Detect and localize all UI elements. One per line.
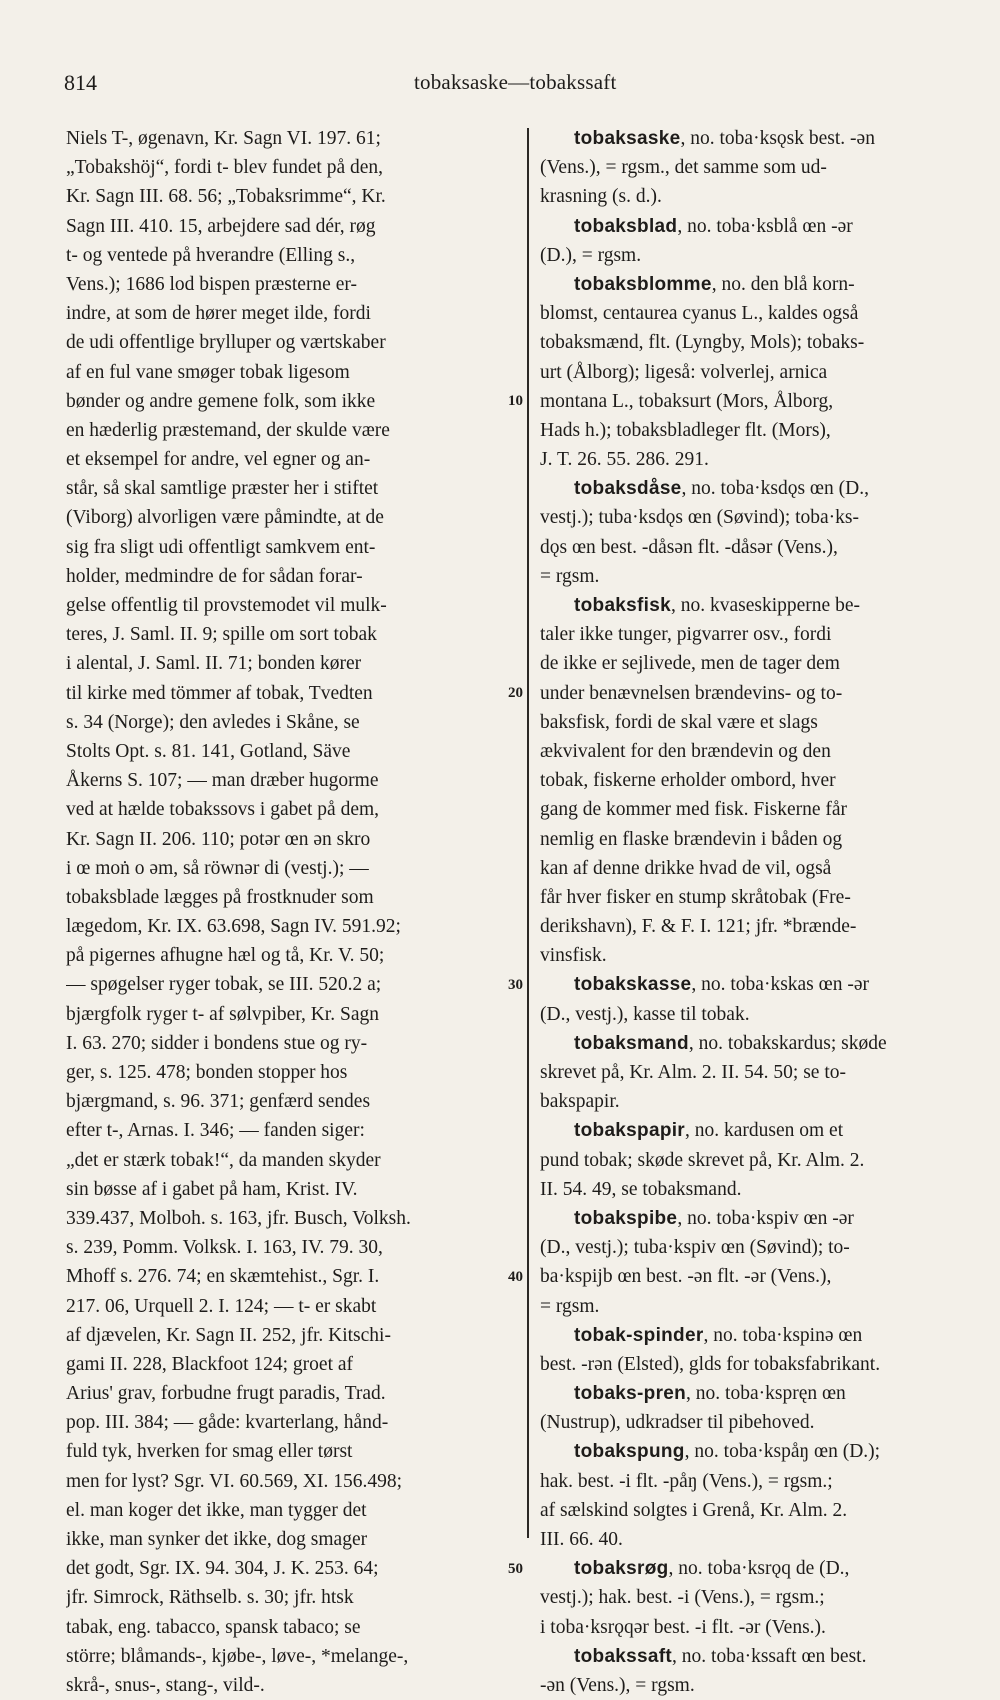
left-column-line: et eksempel for andre, vel egner og an- [66,449,371,471]
left-column-line: en hæderlig præstemand, der skulde være [66,419,390,441]
entry-text: , no. toba·kspinə œn [703,1324,863,1346]
right-column [540,124,992,1700]
left-column-line: ger, s. 125. 478; bonden stopper hos [66,1062,348,1083]
entry-text: , no. toba·ksrǫq de (D., [668,1558,850,1580]
entry-text: (Vens.), = rgsm., det samme som ud- [540,157,827,179]
right-column-line [540,1233,992,1262]
headword: tobaksfisk [574,595,671,616]
entry-text: skrevet på, Kr. Alm. 2. II. 54. 50; se to- [540,1062,846,1083]
left-column-line: holder, medmindre de for sådan forar- [66,565,363,587]
right-column-line [540,1671,992,1700]
entry-headword-line [540,474,992,503]
right-column-line [540,1000,992,1029]
right-column-line [540,679,992,708]
left-column-line: el. man koger det ikke, man tygger det [66,1499,367,1521]
left-column-line: men for lyst? Sgr. VI. 60.569, XI. 156.498; [66,1470,402,1492]
entry-text: , no. toba·kssaft œn best. [672,1645,867,1667]
headword: tobakspibe [574,1207,678,1229]
entry-text: II. 54. 49, se tobaksmand. [540,1178,742,1200]
entry-text: urt (Ålborg); ligeså: volverlej, arnica [540,361,828,383]
entry-text: får hver fisker en stump skråtobak (Fre- [540,886,851,908]
entry-text: krasning (s. d.). [540,186,662,208]
entry-text: (D., vestj.), kasse til tobak. [540,1003,750,1025]
left-column-line: teres, J. Saml. II. 9; spille om sort tobak [66,624,377,646]
entry-headword-line [540,1116,992,1145]
left-column-line: i alental, J. Saml. II. 71; bonden kører [66,653,362,675]
right-column-line [540,737,992,766]
entry-text: J. T. 26. 55. 286. 291. [540,449,709,471]
headword: tobaksaske [574,128,681,149]
right-column-line [540,1292,992,1321]
left-column-line: i œ moṅ o əm, så röwnər di (vestj.); — [66,857,369,879]
right-column-line [540,766,992,795]
left-column-line: efter t-, Arnas. I. 346; — fanden siger: [66,1120,365,1142]
entry-headword-line [540,1204,992,1233]
left-column-line: sin bøsse af i gabet på ham, Krist. IV. [66,1178,358,1200]
entry-text: tobak, fiskerne erholder ombord, hver [540,770,836,792]
entry-text: , no. kardusen om et [685,1120,844,1142]
line-number: 10 [508,392,523,409]
left-column-line: gami II. 228, Blackfoot 124; groet af [66,1353,354,1375]
right-column-line [540,241,992,270]
entry-text: , no. toba·ksdǫs œn (D., [681,478,869,500]
headword: tobakspapir [574,1120,685,1142]
entry-text: -ən (Vens.), = rgsm. [540,1674,695,1696]
entry-text: , no. toba·kspåŋ œn (D.); [684,1441,881,1463]
right-column-line [540,941,992,970]
left-column-line: lægedom, Kr. IX. 63.698, Sagn IV. 591.92; [66,916,401,938]
entry-text: i toba·ksrǫqər best. -i flt. -ər (Vens.). [540,1616,826,1638]
right-column-line [540,328,992,357]
right-column-line [540,649,992,678]
entry-headword-line [540,1321,992,1350]
left-column-line: bønder og andre gemene folk, som ikke [66,390,376,412]
entry-headword-line [540,270,992,299]
left-column-line: det godt, Sgr. IX. 94. 304, J. K. 253. 64; [66,1558,379,1580]
entry-text: gang de kommer med fisk. Fiskerne får [540,799,848,821]
right-column-line [540,912,992,941]
running-head: tobaksaske—tobakssaft [414,70,617,94]
right-column-line [540,1583,992,1612]
left-column-line: ved at hælde tobakssovs i gabet på dem, [66,799,380,821]
entry-headword-line [540,124,992,153]
right-column-line [540,299,992,328]
entry-text: bakspapir. [540,1091,620,1113]
line-number: 30 [508,976,523,993]
headword: tobaksdåse [574,478,682,500]
entry-text: , no. toba·kspiv œn -ər [677,1207,854,1229]
right-column-line [540,883,992,912]
headword: tobaksrøg [574,1558,669,1580]
left-column-line: pop. III. 384; — gåde: kvarterlang, hånd- [66,1412,389,1434]
entry-text: , no. toba·kspręn œn [686,1383,846,1405]
entry-headword-line [540,591,992,620]
entry-text: dǫs œn best. -dåsən flt. -dåsər (Vens.), [540,536,838,558]
left-column-line: tobaksblade lægges på frostknuder som [66,886,374,908]
headword: tobakssaft [574,1645,673,1667]
headword: tobaksblad [574,215,678,237]
entry-text: taler ikke tunger, pigvarrer osv., fordi [540,624,832,646]
headword: tobaksmand [574,1032,689,1054]
line-number: 20 [508,684,523,701]
right-column-line [540,1175,992,1204]
right-column-line [540,854,992,883]
left-column-line: af en ful vane smøger tobak ligesom [66,361,350,383]
page-header [64,70,940,104]
entry-text: , no. toba·kskas œn -ər [691,974,869,996]
left-column-line: Sagn III. 410. 15, arbejdere sad dér, røg [66,215,376,237]
entry-headword-line [540,212,992,241]
right-column-line [540,1496,992,1525]
entry-headword-line [540,1029,992,1058]
right-column-line [540,1467,992,1496]
entry-text: , no. den blå korn- [711,273,855,295]
left-column-line: s. 34 (Norge); den avledes i Skåne, se [66,711,360,733]
entry-text: III. 66. 40. [540,1529,623,1550]
left-column-line: I. 63. 270; sidder i bondens stue og ry- [66,1032,368,1054]
entry-text: (D.), = rgsm. [540,244,642,266]
entry-headword-line [540,1437,992,1466]
left-column-line: 217. 06, Urquell 2. I. 124; — t- er skabt [66,1295,377,1317]
entry-headword-line [540,1379,992,1408]
right-column-line [540,153,992,182]
left-column-line: gelse offentlig til provstemodet vil mulk- [66,595,387,616]
entry-text: under benævnelsen brændevins- og to- [540,682,843,704]
entry-text: vinsfisk. [540,945,607,967]
left-column-line: til kirke med tömmer af tobak, Tvedten [66,682,373,704]
line-number: 40 [508,1268,523,1285]
entry-text: (D., vestj.); tuba·kspiv œn (Søvind); to- [540,1237,850,1259]
right-column-line [540,358,992,387]
entry-text: pund tobak; skøde skrevet på, Kr. Alm. 2. [540,1149,865,1171]
left-column-line: Mhoff s. 276. 74; en skæmtehist., Sgr. I. [66,1266,380,1288]
left-column-line: större; blåmands-, kjøbe-, løve-, *melange-, [66,1645,409,1667]
left-column-line: indre, at som de hører meget ilde, fordi [66,303,371,325]
right-column-line [540,533,992,562]
entry-headword-line [540,1642,992,1671]
right-column-line [540,1525,992,1554]
left-column-line: Kr. Sagn III. 68. 56; „Tobaksrimme“, Kr. [66,186,386,208]
left-column-line: bjærgmand, s. 96. 371; genfærd sendes [66,1091,371,1113]
entry-text: tobaksmænd, flt. (Lyngby, Mols); tobaks- [540,332,865,354]
left-column-line: 339.437, Molboh. s. 163, jfr. Busch, Volksh. [66,1207,411,1229]
right-column-line [540,387,992,416]
left-column-line: t- og ventede på hverandre (Elling s., [66,244,356,266]
left-column-line: fuld tyk, hverken for smag eller tørst [66,1441,353,1463]
left-column-line: tabak, eng. tabacco, spansk tabaco; se [66,1616,361,1638]
right-column-line [540,503,992,532]
headword: tobakskasse [574,974,692,996]
entry-text: montana L., tobaksurt (Mors, Ålborg, [540,390,834,412]
right-column-line [540,1408,992,1437]
left-column-line: bjærgfolk ryger t- af sølvpiber, Kr. Sagn [66,1003,379,1025]
left-column-line: af djævelen, Kr. Sagn II. 252, jfr. Kitschi- [66,1324,391,1346]
left-column-line: på pigernes afhugne hæl og tå, Kr. V. 50; [66,945,385,967]
entry-text: blomst, centaurea cyanus L., kaldes også [540,303,859,325]
left-column-line: ikke, man synker det ikke, dog smager [66,1529,368,1550]
entry-text: best. -rən (Elsted), glds for tobaksfabrikant. [540,1353,881,1375]
left-column-line: — spøgelser ryger tobak, se III. 520.2 a; [66,974,382,996]
entry-text: , no. toba·ksǫsk best. -ən [680,128,875,149]
entry-text: baksfisk, fordi de skal være et slags [540,711,818,733]
entry-text: , no. kvaseskipperne be- [670,595,860,616]
left-column-line: (Viborg) alvorligen være påmindte, at de [66,507,384,529]
entry-text: = rgsm. [540,1295,600,1317]
right-column-line [540,445,992,474]
right-column-line [540,1146,992,1175]
right-column-line [540,1058,992,1087]
entry-text: kan af denne drikke hvad de vil, også [540,857,832,879]
entry-text: (Nustrup), udkradser til pibehoved. [540,1412,815,1434]
left-column-line: de udi offentlige brylluper og værtskaber [66,332,386,354]
left-column-line: Arius' grav, forbudne frugt paradis, Trad. [66,1383,386,1405]
left-column-line: skrå-, snus-, stang-, vild-. [66,1674,265,1696]
right-column-line [540,1087,992,1116]
headword: tobak-spinder [574,1324,704,1346]
right-column-line [540,795,992,824]
left-column-line: Kr. Sagn II. 206. 110; potər œn ən skro [66,828,371,850]
page-number: 814 [64,70,97,95]
headword: tobakspung [574,1441,685,1463]
entry-text: = rgsm. [540,565,600,587]
entry-text: ba·kspijb œn best. -ən flt. -ər (Vens.), [540,1266,832,1288]
right-column-line [540,1262,992,1291]
entry-text: af sælskind solgtes i Grenå, Kr. Alm. 2. [540,1499,848,1521]
right-column-line [540,1613,992,1642]
entry-text: ækvivalent for den brændevin og den [540,740,831,762]
entry-text: hak. best. -i flt. -påŋ (Vens.), = rgsm.; [540,1470,833,1492]
left-column-line: „det er stærk tobak!“, da manden skyder [66,1149,381,1171]
entry-text: Hads h.); tobaksbladleger flt. (Mors), [540,419,831,441]
column-rule [527,128,529,1538]
entry-text: vestj.); hak. best. -i (Vens.), = rgsm.; [540,1587,825,1609]
left-column-line: Niels T-, øgenavn, Kr. Sagn VI. 197. 61; [66,128,381,149]
right-column-line [540,620,992,649]
left-column-line: jfr. Simrock, Räthselb. s. 30; jfr. htsk [66,1587,354,1609]
left-column-line: står, så skal samtlige præster her i stiftet [66,478,379,500]
line-number: 50 [508,1560,523,1577]
left-column-line: sig fra sligt udi offentligt samkvem ent- [66,536,376,558]
entry-text: derikshavn), F. & F. I. 121; jfr. *brænde- [540,916,857,938]
entry-text: , no. tobakskardus; skøde [688,1032,887,1054]
entry-text: de ikke er sejlivede, men de tager dem [540,653,840,675]
left-column-line: Stolts Opt. s. 81. 141, Gotland, Säve [66,740,351,762]
left-column-line: s. 239, Pomm. Volksk. I. 163, IV. 79. 30, [66,1237,383,1259]
left-column [66,124,532,1700]
headword: tobaks-pren [574,1383,687,1405]
right-column-line [540,562,992,591]
right-column-line [540,182,992,211]
right-column-line [540,825,992,854]
left-column-line: Vens.); 1686 lod bispen præsterne er- [66,273,357,295]
right-column-line [540,708,992,737]
entry-headword-line [540,970,992,999]
left-column-line: Åkerns S. 107; — man dræber hugorme [66,770,379,792]
entry-text: , no. toba·ksblå œn -ər [677,215,853,237]
right-column-line [540,1350,992,1379]
entry-text: nemlig en flaske brændevin i båden og [540,828,843,850]
entry-headword-line [540,1554,992,1583]
headword: tobaksblomme [574,273,712,295]
right-column-line [540,416,992,445]
entry-text: vestj.); tuba·ksdǫs œn (Søvind); toba·ks- [540,507,860,529]
left-column-line: „Tobakshöj“, fordi t- blev fundet på den, [66,157,384,179]
